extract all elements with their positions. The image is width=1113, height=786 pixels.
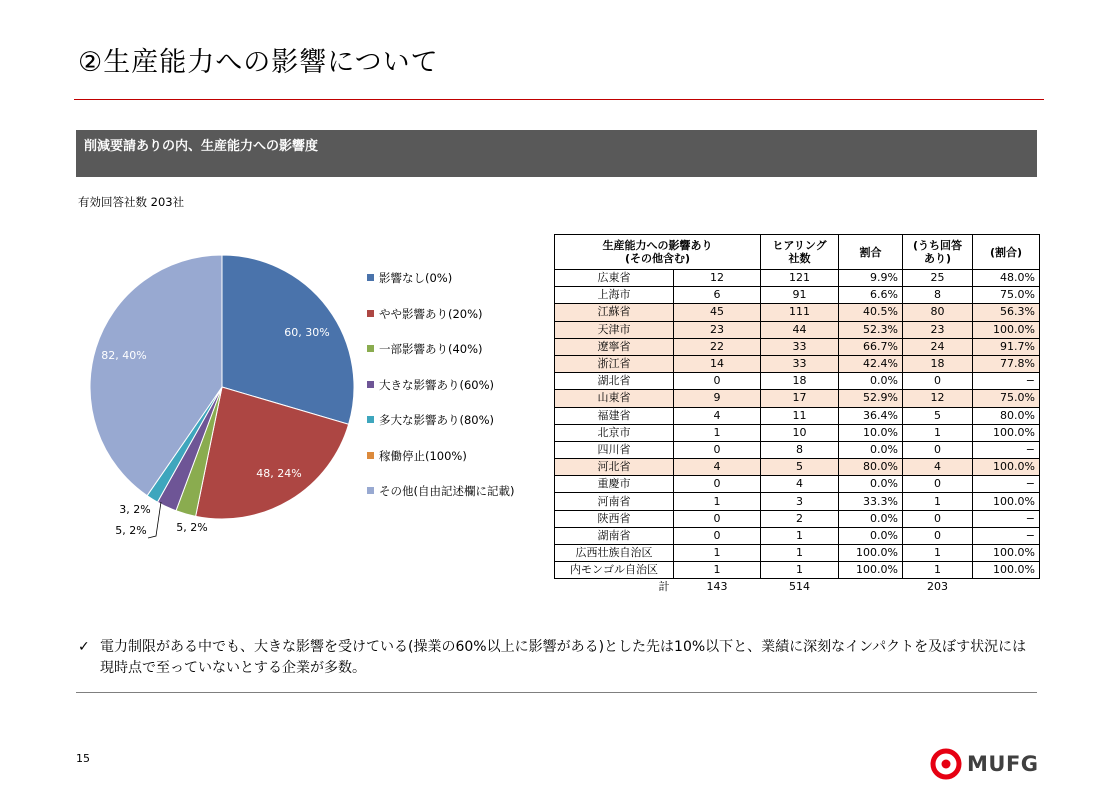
table-row — [555, 287, 1040, 304]
cell-affected: 0 — [674, 476, 761, 493]
cell-answered: 12 — [903, 390, 973, 407]
pie-chart — [70, 240, 370, 550]
cell-answered: 25 — [903, 270, 973, 287]
cell-ratio: 9.9% — [839, 270, 903, 287]
legend-swatch — [367, 310, 374, 317]
cell-affected: 0 — [674, 527, 761, 544]
table-row — [555, 459, 1040, 476]
cell-answered: 18 — [903, 355, 973, 372]
pie-data-label: 3, 2% — [119, 503, 151, 516]
cell-answered: 1 — [903, 545, 973, 562]
cell-surveyed: 1 — [761, 562, 839, 579]
cell-affected: 22 — [674, 338, 761, 355]
cell-region: 遼寧省 — [555, 338, 674, 355]
cell-region: 上海市 — [555, 287, 674, 304]
legend-item — [367, 412, 514, 448]
legend-swatch — [367, 452, 374, 459]
legend-label: 大きな影響あり(60%) — [379, 377, 495, 392]
cell-affected: 12 — [674, 270, 761, 287]
pie-data-label: 82, 40% — [101, 349, 147, 362]
cell-answered: 80 — [903, 304, 973, 321]
cell-ratio2: 100.0% — [973, 424, 1040, 441]
legend-label: その他(自由記述欄に記載) — [379, 484, 515, 498]
cell-ratio: 6.6% — [839, 287, 903, 304]
cell-total-ratio2 — [973, 579, 1040, 596]
cell-ratio2: − — [973, 373, 1040, 390]
cell-surveyed: 5 — [761, 459, 839, 476]
cell-ratio2: 100.0% — [973, 493, 1040, 510]
cell-ratio2: − — [973, 476, 1040, 493]
cell-affected: 6 — [674, 287, 761, 304]
mufg-logo-icon — [930, 748, 962, 780]
cell-region: 福建省 — [555, 407, 674, 424]
cell-region: 陝西省 — [555, 510, 674, 527]
region-table — [554, 234, 1040, 596]
cell-region: 天津市 — [555, 321, 674, 338]
table-row — [555, 338, 1040, 355]
legend-item — [367, 448, 514, 484]
cell-answered: 0 — [903, 441, 973, 458]
logo-text: MUFG — [967, 752, 1039, 776]
cell-affected: 23 — [674, 321, 761, 338]
cell-region: 北京市 — [555, 424, 674, 441]
cell-total-answered: 203 — [903, 579, 973, 596]
cell-surveyed: 17 — [761, 390, 839, 407]
cell-ratio: 42.4% — [839, 355, 903, 372]
pie-data-label: 5, 2% — [115, 524, 147, 537]
header-affected: 生産能力への影響あり (その他含む) — [555, 235, 761, 270]
table-row — [555, 270, 1040, 287]
cell-surveyed: 33 — [761, 338, 839, 355]
legend-swatch — [367, 487, 374, 494]
cell-region: 河北省 — [555, 459, 674, 476]
cell-affected: 1 — [674, 562, 761, 579]
cell-affected: 14 — [674, 355, 761, 372]
page-number: 15 — [76, 752, 90, 765]
cell-affected: 0 — [674, 510, 761, 527]
cell-region: 湖南省 — [555, 527, 674, 544]
cell-surveyed: 44 — [761, 321, 839, 338]
cell-ratio: 36.4% — [839, 407, 903, 424]
cell-ratio2: − — [973, 527, 1040, 544]
cell-ratio: 0.0% — [839, 441, 903, 458]
cell-surveyed: 1 — [761, 527, 839, 544]
cell-ratio: 52.3% — [839, 321, 903, 338]
cell-surveyed: 3 — [761, 493, 839, 510]
cell-ratio: 0.0% — [839, 373, 903, 390]
page-title: ②生産能力への影響について — [78, 47, 439, 78]
cell-surveyed: 8 — [761, 441, 839, 458]
cell-surveyed: 1 — [761, 545, 839, 562]
cell-region: 浙江省 — [555, 355, 674, 372]
header-ratio2: (割合) — [973, 235, 1040, 270]
table-row — [555, 424, 1040, 441]
cell-answered: 0 — [903, 527, 973, 544]
table-row — [555, 493, 1040, 510]
cell-ratio: 10.0% — [839, 424, 903, 441]
section-banner — [76, 130, 1037, 177]
cell-ratio2: − — [973, 510, 1040, 527]
pie-data-label: 48, 24% — [256, 467, 302, 480]
cell-answered: 24 — [903, 338, 973, 355]
cell-ratio2: 100.0% — [973, 321, 1040, 338]
cell-affected: 4 — [674, 459, 761, 476]
cell-ratio: 40.5% — [839, 304, 903, 321]
note-divider — [76, 692, 1037, 693]
table-row — [555, 562, 1040, 579]
cell-affected: 0 — [674, 441, 761, 458]
cell-answered: 0 — [903, 510, 973, 527]
header-answered: (うち回答 あり) — [903, 235, 973, 270]
cell-surveyed: 121 — [761, 270, 839, 287]
cell-answered: 5 — [903, 407, 973, 424]
pie-data-label: 5, 2% — [176, 521, 208, 534]
cell-region: 重慶市 — [555, 476, 674, 493]
cell-region: 広西壮族自治区 — [555, 545, 674, 562]
table-row — [555, 321, 1040, 338]
cell-total-ratio — [839, 579, 903, 596]
cell-surveyed: 33 — [761, 355, 839, 372]
table-row — [555, 527, 1040, 544]
cell-affected: 1 — [674, 424, 761, 441]
cell-ratio2: 100.0% — [973, 459, 1040, 476]
check-icon: ✓ — [78, 639, 90, 655]
cell-surveyed: 2 — [761, 510, 839, 527]
cell-affected: 4 — [674, 407, 761, 424]
chart-legend — [367, 270, 514, 519]
note — [78, 637, 1038, 679]
cell-region: 江蘇省 — [555, 304, 674, 321]
cell-ratio: 100.0% — [839, 562, 903, 579]
legend-swatch — [367, 381, 374, 388]
cell-surveyed: 11 — [761, 407, 839, 424]
cell-total-affected: 143 — [674, 579, 761, 596]
cell-answered: 1 — [903, 424, 973, 441]
legend-label: 一部影響あり(40%) — [379, 342, 483, 356]
note-text: 電力制限がある中でも、大きな影響を受けている(操業の60%以上に影響がある)とした先は10%以下と、業績に深刻なインパクトを及ぼす状況には現時点で至っていないとする企業が多数。 — [100, 639, 1027, 676]
banner-title: 削減要請ありの内、生産能力への影響度 — [84, 139, 319, 154]
legend-label: 多大な影響あり(80%) — [379, 413, 495, 427]
cell-ratio: 0.0% — [839, 476, 903, 493]
table-row — [555, 373, 1040, 390]
cell-region: 湖北省 — [555, 373, 674, 390]
cell-affected: 1 — [674, 545, 761, 562]
cell-answered: 0 — [903, 373, 973, 390]
cell-surveyed: 91 — [761, 287, 839, 304]
table-row — [555, 510, 1040, 527]
cell-ratio2: 75.0% — [973, 287, 1040, 304]
cell-ratio2: − — [973, 441, 1040, 458]
cell-region: 山東省 — [555, 390, 674, 407]
mufg-logo — [930, 748, 1039, 780]
cell-ratio: 0.0% — [839, 527, 903, 544]
table-total-row — [555, 579, 1040, 596]
header-ratio: 割合 — [839, 235, 903, 270]
table-row — [555, 441, 1040, 458]
legend-swatch — [367, 345, 374, 352]
header-surveyed: ヒアリング 社数 — [761, 235, 839, 270]
cell-region: 内モンゴル自治区 — [555, 562, 674, 579]
cell-ratio2: 100.0% — [973, 562, 1040, 579]
pie-data-label: 60, 30% — [284, 326, 330, 339]
title-divider — [74, 99, 1044, 100]
cell-affected: 0 — [674, 373, 761, 390]
table-header-row — [555, 235, 1040, 270]
legend-label: 影響なし(0%) — [379, 271, 453, 285]
cell-answered: 23 — [903, 321, 973, 338]
cell-total-label: 計 — [555, 579, 674, 596]
cell-ratio2: 80.0% — [973, 407, 1040, 424]
cell-ratio: 52.9% — [839, 390, 903, 407]
cell-ratio: 33.3% — [839, 493, 903, 510]
cell-ratio2: 77.8% — [973, 355, 1040, 372]
cell-ratio: 80.0% — [839, 459, 903, 476]
cell-answered: 1 — [903, 562, 973, 579]
cell-region: 河南省 — [555, 493, 674, 510]
cell-surveyed: 18 — [761, 373, 839, 390]
legend-item — [367, 483, 514, 519]
cell-ratio2: 100.0% — [973, 545, 1040, 562]
cell-ratio2: 91.7% — [973, 338, 1040, 355]
cell-region: 四川省 — [555, 441, 674, 458]
table-row — [555, 390, 1040, 407]
cell-surveyed: 4 — [761, 476, 839, 493]
cell-region: 広東省 — [555, 270, 674, 287]
cell-answered: 1 — [903, 493, 973, 510]
cell-ratio2: 56.3% — [973, 304, 1040, 321]
legend-item — [367, 377, 514, 413]
cell-answered: 8 — [903, 287, 973, 304]
cell-surveyed: 111 — [761, 304, 839, 321]
table-row — [555, 407, 1040, 424]
cell-ratio: 0.0% — [839, 510, 903, 527]
cell-affected: 1 — [674, 493, 761, 510]
legend-swatch — [367, 416, 374, 423]
cell-affected: 45 — [674, 304, 761, 321]
table-row — [555, 304, 1040, 321]
cell-ratio: 66.7% — [839, 338, 903, 355]
table-row — [555, 476, 1040, 493]
cell-ratio2: 48.0% — [973, 270, 1040, 287]
legend-label: 稼働停止(100%) — [379, 448, 467, 463]
table-row — [555, 355, 1040, 372]
cell-answered: 4 — [903, 459, 973, 476]
cell-surveyed: 10 — [761, 424, 839, 441]
legend-swatch — [367, 274, 374, 281]
cell-answered: 0 — [903, 476, 973, 493]
legend-item — [367, 341, 514, 377]
cell-total-surveyed: 514 — [761, 579, 839, 596]
legend-label: やや影響あり(20%) — [379, 306, 483, 321]
cell-ratio: 100.0% — [839, 545, 903, 562]
respondent-count: 有効回答社数 203社 — [78, 195, 185, 209]
cell-ratio2: 75.0% — [973, 390, 1040, 407]
legend-item — [367, 306, 514, 342]
table-row — [555, 545, 1040, 562]
legend-item — [367, 270, 514, 306]
cell-affected: 9 — [674, 390, 761, 407]
